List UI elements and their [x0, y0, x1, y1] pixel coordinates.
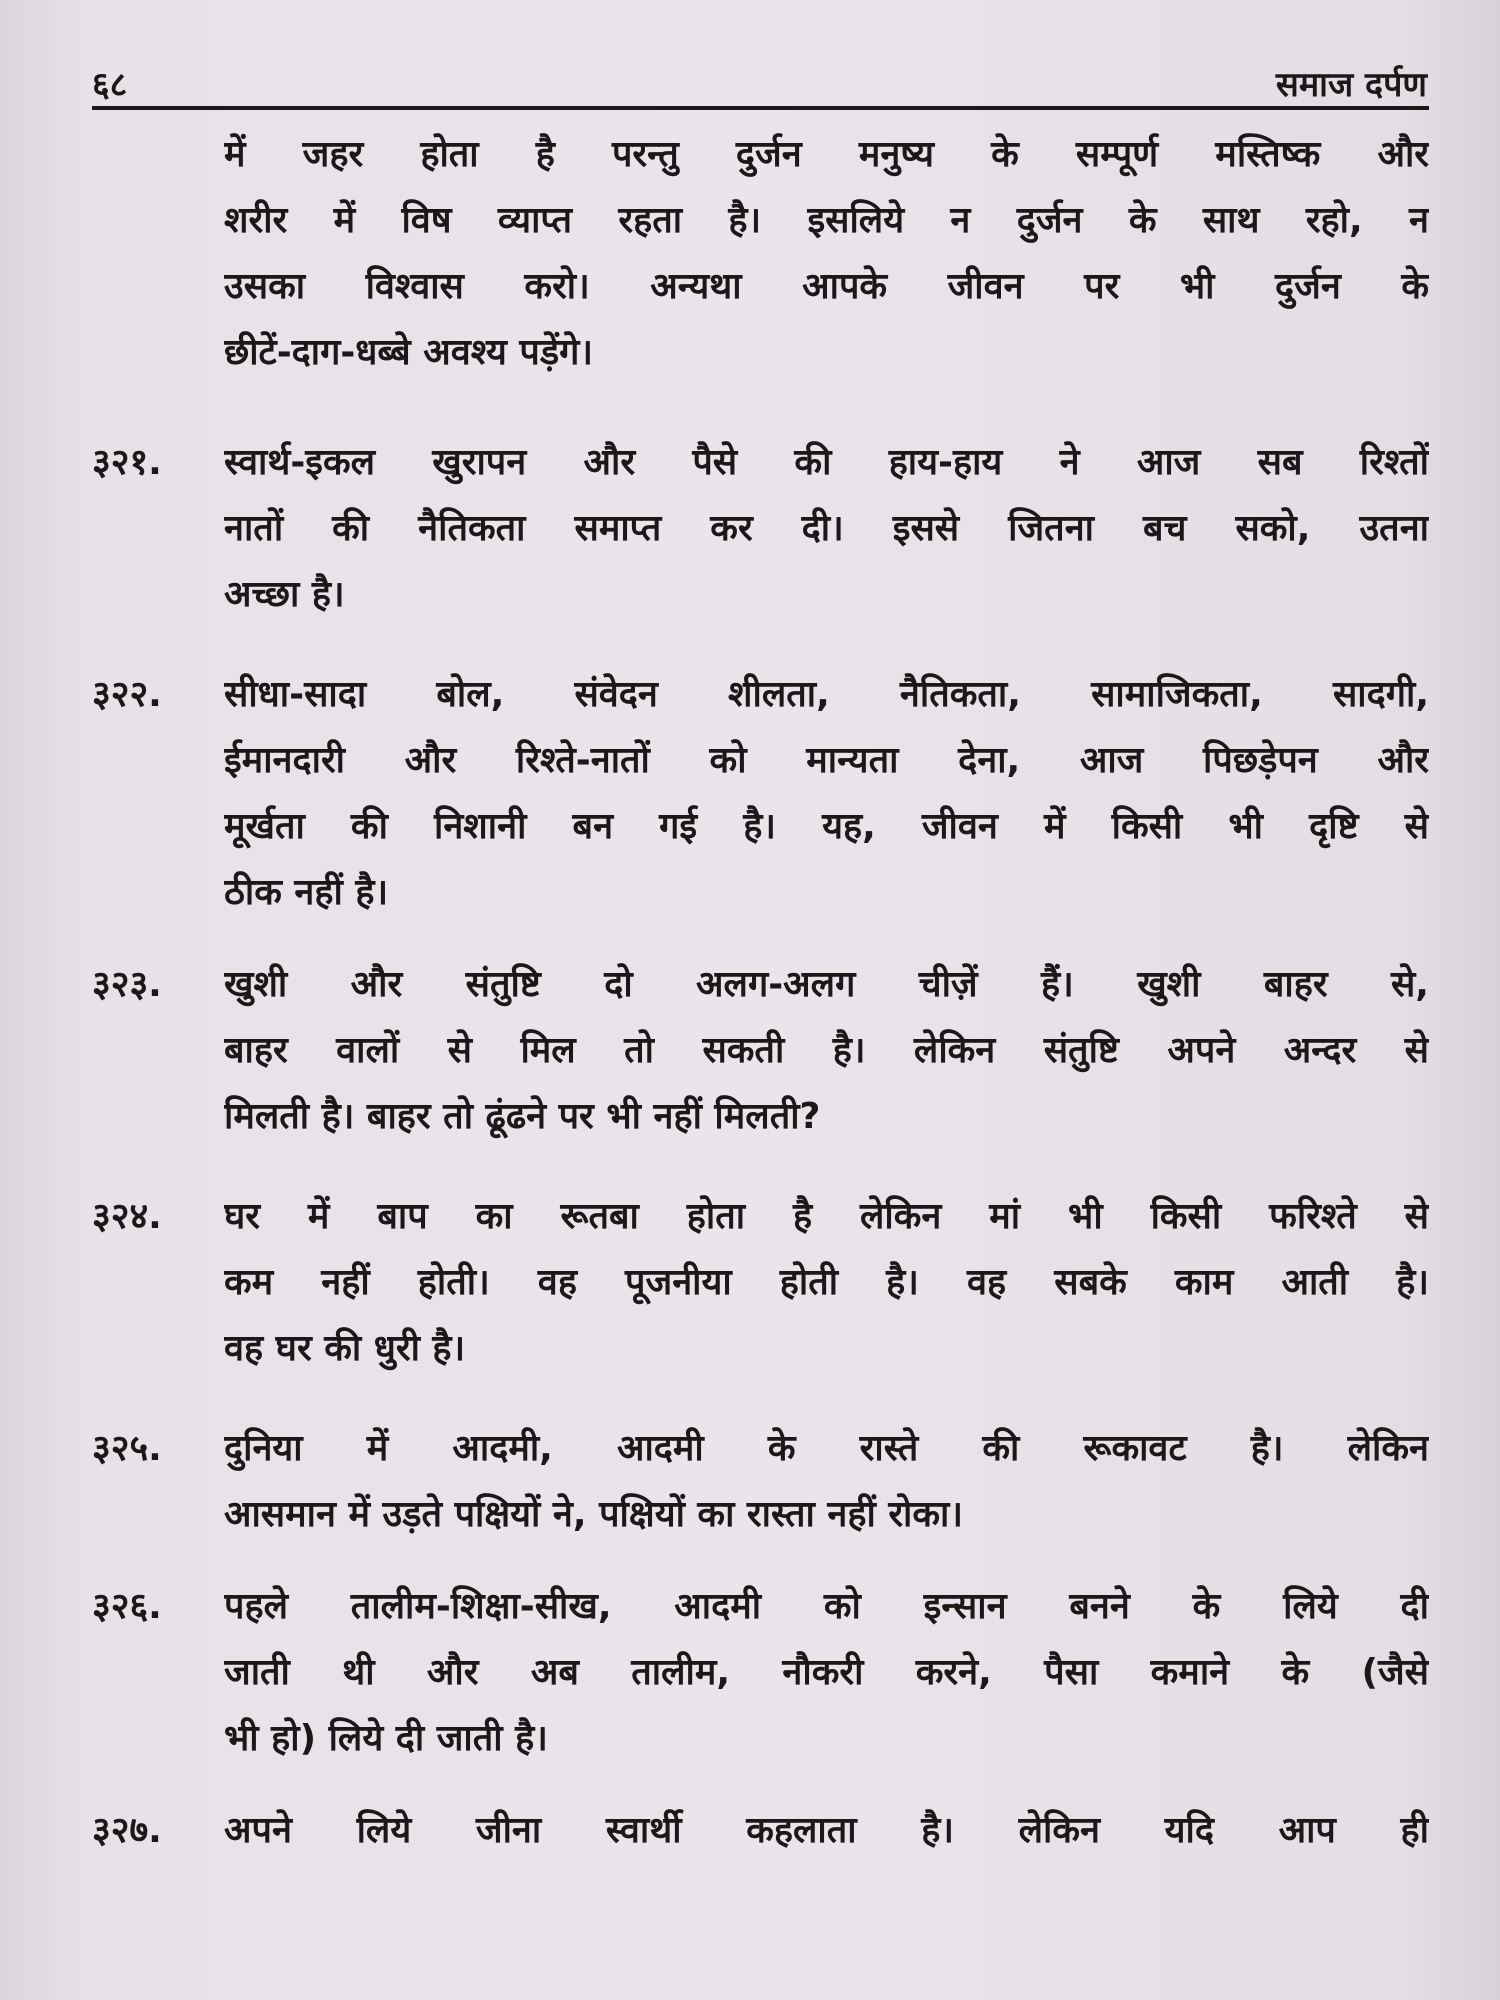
spacer — [92, 926, 1429, 952]
page-content — [92, 122, 1429, 1864]
text-line: मूर्खता की निशानी बन गई है। यह, जीवन में किसी भी दृष्टि से — [224, 806, 1429, 847]
entry-number: ३२२. — [92, 674, 162, 715]
text-line: ईमानदारी और रिश्ते-नातों को मान्यता देना, आज पिछड़ेपन और — [224, 740, 1429, 781]
text-line: वह घर की धुरी है। — [224, 1328, 466, 1369]
entry-text — [224, 1574, 1429, 1772]
text-line: में जहर होता है परन्तु दुर्जन मनुष्य के सम्पूर्ण मस्तिष्क और — [224, 134, 1429, 175]
text-line: शरीर में विष व्याप्त रहता है। इसलिये न दुर्जन के साथ रहो, न — [224, 200, 1429, 241]
spacer — [92, 628, 1429, 662]
entry-number: ३२५. — [92, 1428, 162, 1469]
entry-327 — [92, 1798, 1429, 1864]
text-line: अपने लिये जीना स्वार्थी कहलाता है। लेकिन यदि आप ही — [224, 1810, 1429, 1851]
entry-326 — [92, 1574, 1429, 1772]
spacer — [92, 1548, 1429, 1574]
entry-325 — [92, 1416, 1429, 1548]
spacer — [92, 1382, 1429, 1416]
spacer — [92, 1150, 1429, 1184]
entry-324 — [92, 1184, 1429, 1382]
text-line: पहले तालीम-शिक्षा-सीख, आदमी को इन्सान बनने के लिये दी — [224, 1586, 1429, 1627]
page-header — [92, 60, 1427, 110]
text-line: खुशी और संतुष्टि दो अलग-अलग चीज़ें हैं। खुशी बाहर से, — [224, 964, 1429, 1005]
entry-text — [224, 1798, 1429, 1864]
page-number: ६८ — [92, 65, 128, 105]
entry-number: ३२७. — [92, 1810, 162, 1851]
header-rule — [92, 106, 1429, 110]
text-line: मिलती है। बाहर तो ढूंढने पर भी नहीं मिलती? — [224, 1096, 821, 1137]
entry-text — [224, 1184, 1429, 1382]
text-line: उसका विश्वास करो। अन्यथा आपके जीवन पर भी दुर्जन के — [224, 266, 1429, 307]
continued-paragraph — [224, 122, 1429, 386]
text-line: नातों की नैतिकता समाप्त कर दी। इससे जितना बच सको, उतना — [224, 508, 1429, 549]
running-title: समाज दर्पण — [1275, 65, 1427, 105]
text-line: छीटें-दाग-धब्बे अवश्य पड़ेंगे। — [224, 332, 594, 373]
text-line: बाहर वालों से मिल तो सकती है। लेकिन संतुष्टि अपने अन्दर से — [224, 1030, 1429, 1071]
entry-number: ३२१. — [92, 442, 162, 483]
entry-number: ३२६. — [92, 1586, 162, 1627]
text-line: अच्छा है। — [224, 574, 345, 615]
entry-text — [224, 662, 1429, 926]
entry-text — [224, 952, 1429, 1150]
text-line: जाती थी और अब तालीम, नौकरी करने, पैसा कमाने के (जैसे — [224, 1652, 1429, 1693]
text-line: घर में बाप का रूतबा होता है लेकिन मां भी किसी फरिश्ते से — [224, 1196, 1429, 1237]
text-line: कम नहीं होती। वह पूजनीया होती है। वह सबके काम आती है। — [224, 1262, 1429, 1303]
spacer — [92, 386, 1429, 430]
entry-text — [224, 1416, 1429, 1548]
text-line: दुनिया में आदमी, आदमी के रास्ते की रूकावट है। लेकिन — [224, 1428, 1429, 1469]
entry-number: ३२३. — [92, 964, 162, 1005]
text-line: ठीक नहीं है। — [224, 872, 389, 913]
text-line: स्वार्थ-इकल खुरापन और पैसे की हाय-हाय ने आज सब रिश्तों — [224, 442, 1429, 483]
text-line: सीधा-सादा बोल, संवेदन शीलता, नैतिकता, सामाजिकता, सादगी, — [224, 674, 1429, 715]
entry-322 — [92, 662, 1429, 926]
spacer — [92, 1772, 1429, 1798]
entry-321 — [92, 430, 1429, 628]
text-line: भी हो) लिये दी जाती है। — [224, 1718, 548, 1759]
entry-text — [224, 430, 1429, 628]
entry-number: ३२४. — [92, 1196, 162, 1237]
entry-323 — [92, 952, 1429, 1150]
text-line: आसमान में उड़ते पक्षियों ने, पक्षियों का रास्ता नहीं रोका। — [224, 1494, 963, 1535]
